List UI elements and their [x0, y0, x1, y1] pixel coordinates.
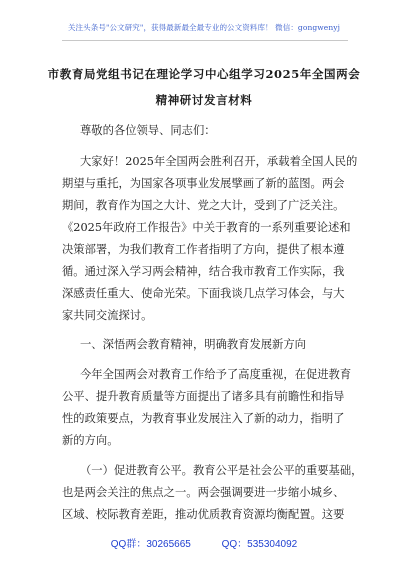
document-title-line-1: 市教育局党组书记在理论学习中心组学习2025年全国两会 — [47, 67, 361, 81]
paragraph-line: 期望与重托，为国家各项事业发展擘画了新的蓝图。两会 — [62, 177, 345, 190]
paragraph-line: 家共同交流探讨。 — [62, 309, 153, 322]
footer-qq-group: QQ群：30265665 — [110, 539, 191, 550]
paragraph-line: （一）促进教育公平。教育公平是社会公平的重要基础， — [80, 464, 363, 477]
header-divider — [62, 40, 348, 41]
paragraph-line: 深感责任重大、使命光荣。下面我谈几点学习体会，与大 — [62, 287, 345, 300]
paragraph-line: 今年全国两会对教育工作给予了高度重视，在促进教育 — [80, 368, 352, 381]
paragraph-line: 循。通过深入学习两会精神，结合我市教育工作实际，我 — [62, 265, 345, 278]
paragraph-line: 区域、校际教育差距，推动优质教育资源均衡配置。这要 — [62, 508, 345, 521]
paragraph-line: 《2025年政府工作报告》中关于教育的一系列重要论述和 — [62, 221, 351, 234]
paragraph-line: 大家好！2025年全国两会胜利召开，承载着全国人民的 — [80, 155, 358, 168]
paragraph-line: 公平、提升教育质量等方面提出了诸多具有前瞻性和指导 — [62, 390, 345, 403]
paragraph-line: 性的政策要点，为教育事业发展注入了新的动力，指明了 — [62, 412, 345, 425]
salutation: 尊敬的各位领导、同志们： — [80, 124, 216, 137]
section-heading: 一、深悟两会教育精神，明确教育发展新方向 — [80, 338, 306, 351]
paragraph-line: 也是两会关注的焦点之一。两会强调要进一步缩小城乡、 — [62, 486, 345, 499]
paragraph-line: 期间，教育作为国之大计、党之大计，受到了广泛关注。 — [62, 199, 345, 212]
document-title-line-2: 精神研讨发言材料 — [155, 93, 253, 107]
paragraph-line: 新的方向。 — [62, 434, 119, 447]
header-notice: 关注头条号"公文研究"，获得最新最全最专业的公文资料库！ 微信：gongwenyj — [67, 23, 341, 32]
footer-contact — [0, 535, 408, 550]
paragraph-line: 决策部署，为我们教育工作者指明了方向，提供了根本遵 — [62, 243, 345, 256]
footer-qq: QQ：535304092 — [221, 539, 298, 550]
